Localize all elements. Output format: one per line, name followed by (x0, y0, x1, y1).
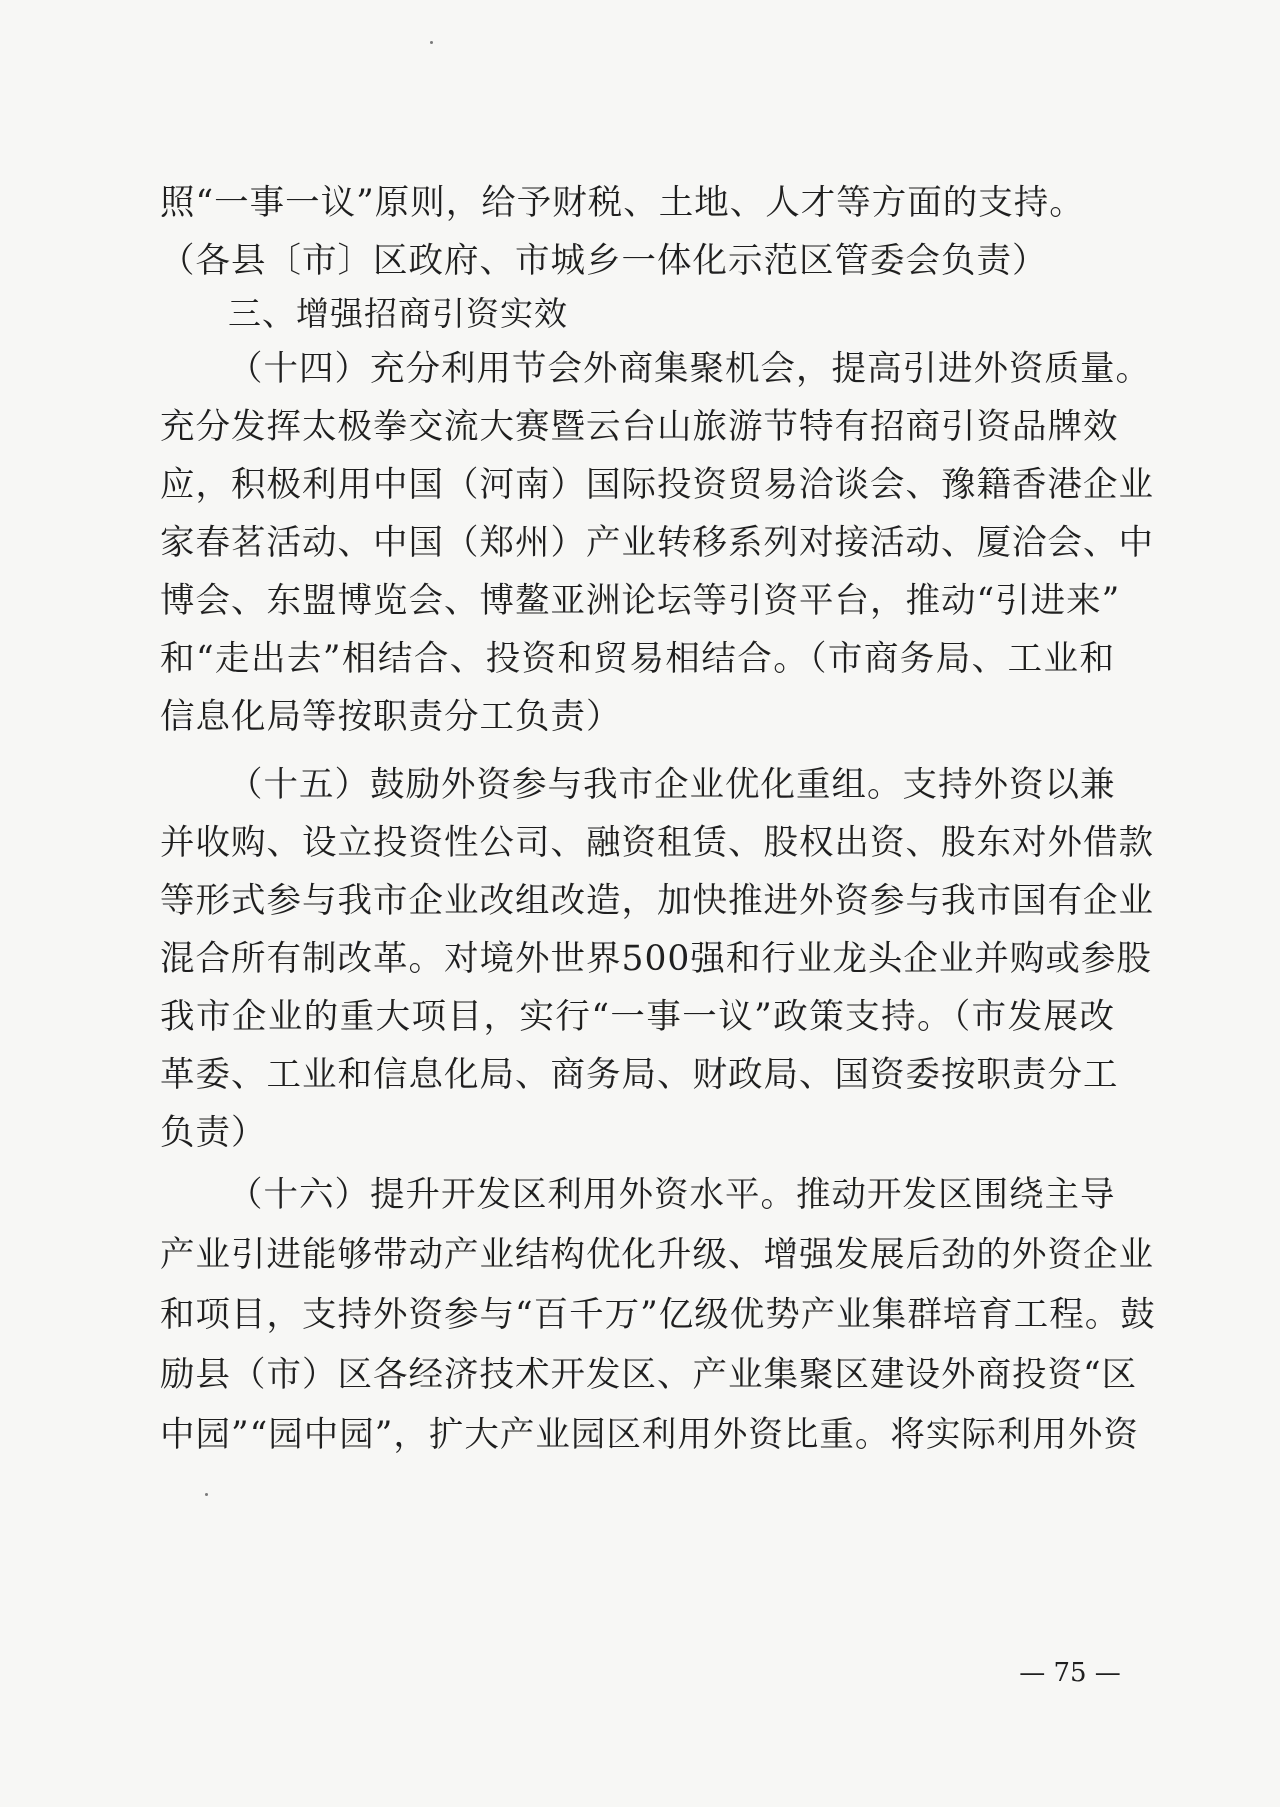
body-line: 信息化局等按职责分工负责） (160, 697, 622, 737)
body-line: 照“一事一议”原则，给予财税、土地、人才等方面的支持。 (160, 183, 1085, 223)
body-line: 家春茗活动、中国（郑州）产业转移系列对接活动、厦洽会、中 (160, 523, 1154, 563)
body-line: 励县（市）区各经济技术开发区、产业集聚区建设外商投资“区 (160, 1355, 1138, 1395)
body-line: 并收购、设立投资性公司、融资租赁、股权出资、股东对外借款 (160, 823, 1154, 863)
body-line: 充分发挥太极拳交流大赛暨云台山旅游节特有招商引资品牌效 (160, 407, 1119, 447)
scan-speck (430, 41, 433, 44)
body-line: 中园”“园中园”，扩大产业园区利用外资比重。将实际利用外资 (160, 1415, 1139, 1455)
body-line: 我市企业的重大项目，实行“一事一议”政策支持。（市发展改 (160, 997, 1115, 1037)
body-line: 和“走出去”相结合、投资和贸易相结合。（市商务局、工业和 (160, 639, 1115, 679)
body-line: （各县〔市〕区政府、市城乡一体化示范区管委会负责） (160, 241, 1048, 281)
body-line: 革委、工业和信息化局、商务局、财政局、国资委按职责分工 (160, 1055, 1119, 1095)
body-line: 负责） (160, 1113, 267, 1153)
body-line: 博会、东盟博览会、博鳌亚洲论坛等引资平台，推动“引进来” (160, 581, 1121, 621)
scan-speck (205, 1493, 208, 1496)
body-line: 混合所有制改革。对境外世界500强和行业龙头企业并购或参股 (160, 939, 1152, 979)
body-line: 应，积极利用中国（河南）国际投资贸易洽谈会、豫籍香港企业 (160, 465, 1154, 505)
paragraph-first-line: （十五）鼓励外资参与我市企业优化重组。支持外资以兼 (228, 765, 1116, 805)
body-line: 等形式参与我市企业改组改造，加快推进外资参与我市国有企业 (160, 881, 1154, 921)
body-line: 和项目，支持外资参与“百千万”亿级优势产业集群培育工程。鼓 (160, 1295, 1156, 1335)
section-heading: 三、增强招商引资实效 (228, 294, 568, 333)
paragraph-first-line: （十四）充分利用节会外商集聚机会，提高引进外资质量。 (228, 349, 1151, 389)
paragraph-first-line: （十六）提升开发区利用外资水平。推动开发区围绕主导 (228, 1175, 1116, 1215)
page-number: — 75 — (1019, 1658, 1121, 1688)
body-line: 产业引进能够带动产业结构优化升级、增强发展后劲的外资企业 (160, 1235, 1154, 1275)
